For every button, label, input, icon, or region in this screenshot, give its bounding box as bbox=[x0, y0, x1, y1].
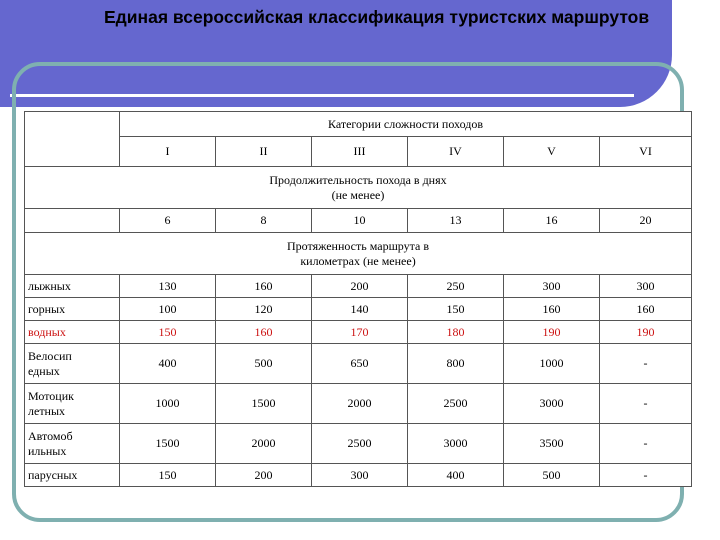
row-label-line: Мотоцик bbox=[28, 388, 74, 403]
duration-header-line1: Продолжительность похода в днях bbox=[269, 172, 447, 187]
value-cell: 2000 bbox=[312, 384, 408, 424]
value-cell: - bbox=[600, 344, 692, 384]
length-header bbox=[25, 233, 692, 275]
value-cell: 3500 bbox=[504, 424, 600, 464]
value-cell: 170 bbox=[312, 321, 408, 344]
value-cell: - bbox=[600, 384, 692, 424]
value-cell: 200 bbox=[216, 464, 312, 487]
value-cell: 400 bbox=[120, 344, 216, 384]
category-6: VI bbox=[600, 137, 692, 167]
row-label-water: водных bbox=[25, 321, 120, 344]
value-cell: 1500 bbox=[120, 424, 216, 464]
corner-cell bbox=[25, 112, 120, 167]
value-cell: 200 bbox=[312, 275, 408, 298]
category-3: III bbox=[312, 137, 408, 167]
value-cell: 1000 bbox=[504, 344, 600, 384]
table-row bbox=[25, 424, 692, 464]
value-cell: 2000 bbox=[216, 424, 312, 464]
days-cell: 10 bbox=[312, 209, 408, 233]
row-label-ski: лыжных bbox=[25, 275, 120, 298]
row-label-bicycle bbox=[25, 344, 120, 384]
value-cell: 3000 bbox=[408, 424, 504, 464]
value-cell: 300 bbox=[312, 464, 408, 487]
row-label-line: Велосип bbox=[28, 348, 72, 363]
value-cell: 800 bbox=[408, 344, 504, 384]
days-cell: 20 bbox=[600, 209, 692, 233]
category-header: Категории сложности походов bbox=[120, 112, 692, 137]
days-blank-cell bbox=[25, 209, 120, 233]
value-cell: 160 bbox=[504, 298, 600, 321]
value-cell: 160 bbox=[216, 275, 312, 298]
value-cell: 500 bbox=[504, 464, 600, 487]
days-cell: 8 bbox=[216, 209, 312, 233]
value-cell: 400 bbox=[408, 464, 504, 487]
length-header-line1: Протяженность маршрута в bbox=[286, 238, 430, 253]
value-cell: 190 bbox=[600, 321, 692, 344]
value-cell: 190 bbox=[504, 321, 600, 344]
value-cell: 1000 bbox=[120, 384, 216, 424]
value-cell: 160 bbox=[216, 321, 312, 344]
value-cell: 250 bbox=[408, 275, 504, 298]
category-5: V bbox=[504, 137, 600, 167]
row-label-sailing: парусных bbox=[25, 464, 120, 487]
value-cell: 120 bbox=[216, 298, 312, 321]
slide-title: Единая всероссийская классификация туристских маршрутов bbox=[104, 7, 650, 27]
row-label-line: летных bbox=[28, 403, 66, 418]
category-1: I bbox=[120, 137, 216, 167]
duration-header bbox=[25, 167, 692, 209]
value-cell: 500 bbox=[216, 344, 312, 384]
value-cell: 2500 bbox=[312, 424, 408, 464]
value-cell: 3000 bbox=[504, 384, 600, 424]
table-row bbox=[25, 464, 692, 487]
value-cell: 180 bbox=[408, 321, 504, 344]
value-cell: 150 bbox=[408, 298, 504, 321]
value-cell: 150 bbox=[120, 321, 216, 344]
value-cell: 160 bbox=[600, 298, 692, 321]
row-label-mountain: горных bbox=[25, 298, 120, 321]
row-label-line: ильных bbox=[28, 443, 67, 458]
row-label-car bbox=[25, 424, 120, 464]
days-cell: 13 bbox=[408, 209, 504, 233]
value-cell: 650 bbox=[312, 344, 408, 384]
category-4: IV bbox=[408, 137, 504, 167]
value-cell: - bbox=[600, 464, 692, 487]
row-label-motorcycle bbox=[25, 384, 120, 424]
row-label-line: Автомоб bbox=[28, 428, 73, 443]
value-cell: 140 bbox=[312, 298, 408, 321]
row-label-line: едных bbox=[28, 363, 60, 378]
value-cell: 1500 bbox=[216, 384, 312, 424]
value-cell: 130 bbox=[120, 275, 216, 298]
days-cell: 6 bbox=[120, 209, 216, 233]
category-2: II bbox=[216, 137, 312, 167]
table-row bbox=[25, 321, 692, 344]
classification-table bbox=[24, 111, 692, 487]
value-cell: 150 bbox=[120, 464, 216, 487]
table-row bbox=[25, 344, 692, 384]
value-cell: 300 bbox=[504, 275, 600, 298]
duration-header-line2: (не менее) bbox=[331, 187, 385, 202]
value-cell: 300 bbox=[600, 275, 692, 298]
table-row bbox=[25, 384, 692, 424]
value-cell: - bbox=[600, 424, 692, 464]
days-cell: 16 bbox=[504, 209, 600, 233]
value-cell: 100 bbox=[120, 298, 216, 321]
table-row bbox=[25, 275, 692, 298]
value-cell: 2500 bbox=[408, 384, 504, 424]
table-row bbox=[25, 298, 692, 321]
length-header-line2: километрах (не менее) bbox=[300, 253, 416, 268]
